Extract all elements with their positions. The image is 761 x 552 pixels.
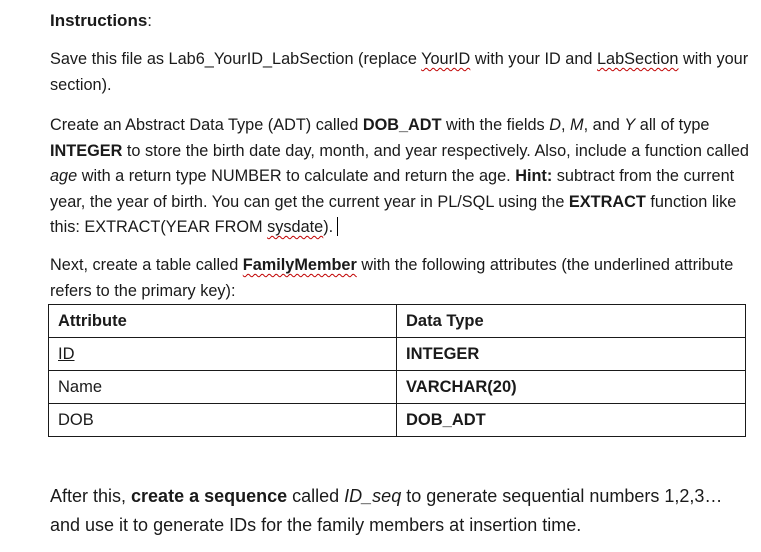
- text-run: to generate sequential numbers 1,2,3… and use it to generate IDs for the family members at insertion time.: [50, 486, 723, 535]
- adt-name: DOB_ADT: [362, 116, 442, 134]
- text-run: ,: [560, 116, 571, 134]
- field-y: Y: [624, 116, 636, 134]
- text-run: , and: [583, 116, 625, 134]
- attributes-table: [48, 304, 746, 437]
- table-intro-paragraph: [50, 253, 750, 304]
- instructions-heading: [50, 8, 750, 34]
- data-type-cell: INTEGER: [397, 338, 746, 371]
- field-m: M: [570, 116, 584, 134]
- text-run: called: [287, 486, 345, 506]
- text-run: with your ID and: [470, 50, 597, 68]
- function-age: age: [50, 167, 78, 185]
- table-row: [49, 338, 746, 371]
- table-row: [49, 371, 746, 404]
- table-row: [49, 404, 746, 437]
- text-run: with the fields: [441, 116, 550, 134]
- hint-label: Hint:: [515, 167, 553, 185]
- header-attribute: Attribute: [49, 305, 397, 338]
- attribute-cell: [49, 338, 397, 371]
- attribute-cell: Name: [49, 371, 397, 404]
- heading-text: Instructions: [50, 11, 148, 30]
- integer-type: INTEGER: [50, 141, 123, 160]
- heading-colon: :: [147, 11, 153, 30]
- spellcheck-word-labsection: LabSection: [597, 50, 679, 68]
- attribute-cell: DOB: [49, 404, 397, 437]
- spellcheck-word-sysdate: sysdate: [267, 218, 324, 236]
- save-file-paragraph: [50, 47, 750, 98]
- field-d: D: [549, 116, 561, 134]
- spellcheck-word-yourid: YourID: [421, 50, 471, 68]
- sequence-name: ID_seq: [344, 486, 402, 506]
- text-run: subtract from the current year, the year of birth. You can get the current year in PL/SQL using the: [50, 167, 735, 211]
- text-run: with a return type NUMBER to calculate and return the age.: [77, 167, 516, 185]
- table-name: FamilyMember: [242, 256, 357, 274]
- text-run: Create an Abstract Data Type (ADT) called: [50, 116, 363, 134]
- text-run: with the following attributes (the underlined attribute refers to the primary key):: [50, 256, 734, 300]
- text-run: Next, create a table called: [50, 256, 243, 274]
- extract-keyword: EXTRACT: [568, 192, 646, 211]
- header-data-type: Data Type: [397, 305, 746, 338]
- table-header-row: [49, 305, 746, 338]
- text-run: Save this file as Lab6_YourID_LabSection (replace: [50, 50, 422, 68]
- text-cursor: [337, 217, 338, 236]
- text-run: to store the birth date day, month, and year respectively. Also, include a function called: [122, 141, 749, 160]
- create-sequence-phrase: create a sequence: [131, 486, 288, 506]
- text-run: After this,: [50, 486, 132, 506]
- data-type-cell: DOB_ADT: [397, 404, 746, 437]
- text-run: with your section).: [50, 50, 749, 94]
- text-run: ).: [323, 218, 334, 236]
- text-run: function like this: EXTRACT(YEAR FROM: [50, 192, 737, 236]
- data-type-cell: VARCHAR(20): [397, 371, 746, 404]
- sequence-paragraph: [50, 482, 750, 540]
- adt-paragraph: [50, 113, 750, 241]
- primary-key-attribute: ID: [58, 344, 75, 363]
- text-run: all of type: [635, 116, 710, 134]
